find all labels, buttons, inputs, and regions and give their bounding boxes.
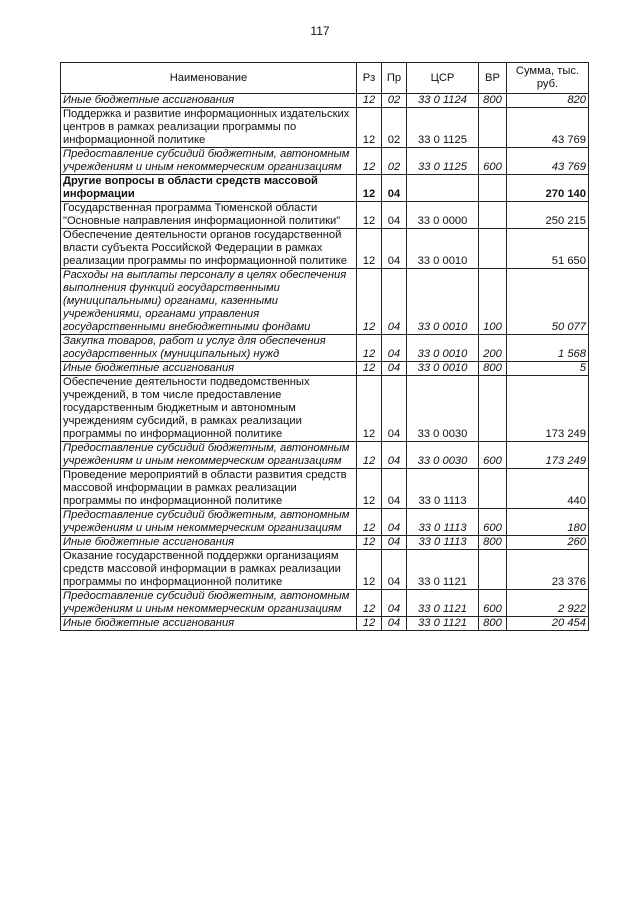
cell-csr: 33 0 1121 — [407, 617, 479, 631]
header-csr: ЦСР — [407, 63, 479, 94]
cell-sum: 250 215 — [507, 202, 589, 229]
cell-rz: 12 — [357, 148, 382, 175]
cell-vr: 800 — [479, 94, 507, 108]
table-row — [61, 202, 589, 229]
table-row — [61, 376, 589, 442]
cell-csr: 33 0 0010 — [407, 362, 479, 376]
cell-sum: 5 — [507, 362, 589, 376]
cell-pr: 04 — [382, 202, 407, 229]
cell-pr: 04 — [382, 175, 407, 202]
cell-rz: 12 — [357, 376, 382, 442]
cell-vr: 200 — [479, 335, 507, 362]
cell-vr: 800 — [479, 536, 507, 550]
cell-name: Предоставление субсидий бюджетным, автономным учреждениям и иным некоммерческим организациям — [61, 590, 357, 617]
table-row — [61, 442, 589, 469]
cell-rz: 12 — [357, 442, 382, 469]
header-name: Наименование — [61, 63, 357, 94]
cell-sum: 270 140 — [507, 175, 589, 202]
cell-rz: 12 — [357, 335, 382, 362]
cell-name: Проведение мероприятий в области развития средств массовой информации в рамках реализации программы по информационной политике — [61, 469, 357, 509]
cell-sum: 260 — [507, 536, 589, 550]
cell-csr: 33 0 1125 — [407, 148, 479, 175]
table-row — [61, 469, 589, 509]
cell-vr: 600 — [479, 590, 507, 617]
cell-sum: 20 454 — [507, 617, 589, 631]
cell-csr: 33 0 1121 — [407, 590, 479, 617]
table-row — [61, 536, 589, 550]
cell-vr: 800 — [479, 617, 507, 631]
cell-vr: 600 — [479, 442, 507, 469]
cell-sum: 180 — [507, 509, 589, 536]
cell-pr: 04 — [382, 376, 407, 442]
cell-rz: 12 — [357, 469, 382, 509]
cell-csr — [407, 175, 479, 202]
cell-rz: 12 — [357, 202, 382, 229]
header-pr: Пр — [382, 63, 407, 94]
cell-csr: 33 0 1121 — [407, 550, 479, 590]
cell-vr — [479, 469, 507, 509]
cell-sum: 440 — [507, 469, 589, 509]
cell-name: Иные бюджетные ассигнования — [61, 617, 357, 631]
table-row — [61, 269, 589, 335]
cell-rz: 12 — [357, 229, 382, 269]
cell-pr: 04 — [382, 269, 407, 335]
cell-rz: 12 — [357, 269, 382, 335]
cell-sum: 50 077 — [507, 269, 589, 335]
cell-pr: 04 — [382, 590, 407, 617]
cell-sum: 173 249 — [507, 376, 589, 442]
cell-name: Расходы на выплаты персоналу в целях обеспечения выполнения функций государственными (муниципальными) органами, казенными учреждениями, органами управления государственными внебюджетными фондами — [61, 269, 357, 335]
cell-sum: 820 — [507, 94, 589, 108]
cell-csr: 33 0 1113 — [407, 536, 479, 550]
cell-rz: 12 — [357, 108, 382, 148]
cell-vr: 800 — [479, 362, 507, 376]
cell-rz: 12 — [357, 550, 382, 590]
table-row — [61, 550, 589, 590]
table-row — [61, 335, 589, 362]
table-body — [61, 94, 589, 631]
cell-vr — [479, 376, 507, 442]
table-row — [61, 94, 589, 108]
cell-csr: 33 0 0030 — [407, 442, 479, 469]
table-row — [61, 617, 589, 631]
cell-vr — [479, 550, 507, 590]
cell-pr: 02 — [382, 148, 407, 175]
cell-pr: 04 — [382, 617, 407, 631]
header-vr: ВР — [479, 63, 507, 94]
cell-name: Обеспечение деятельности подведомственных учреждений, в том числе предоставление государственным бюджетным и автономным учреждениям субсидий, в рамках реализации программы по информационной политике — [61, 376, 357, 442]
cell-sum: 173 249 — [507, 442, 589, 469]
cell-pr: 04 — [382, 229, 407, 269]
cell-csr: 33 0 0010 — [407, 335, 479, 362]
budget-table — [60, 62, 589, 631]
cell-name: Закупка товаров, работ и услуг для обеспечения государственных (муниципальных) нужд — [61, 335, 357, 362]
cell-pr: 02 — [382, 94, 407, 108]
cell-pr: 04 — [382, 442, 407, 469]
cell-vr — [479, 202, 507, 229]
cell-sum: 23 376 — [507, 550, 589, 590]
cell-name: Государственная программа Тюменской области "Основные направления информационной политики" — [61, 202, 357, 229]
cell-rz: 12 — [357, 536, 382, 550]
cell-csr: 33 0 0010 — [407, 229, 479, 269]
cell-rz: 12 — [357, 590, 382, 617]
cell-csr: 33 0 0010 — [407, 269, 479, 335]
cell-rz: 12 — [357, 175, 382, 202]
cell-csr: 33 0 1124 — [407, 94, 479, 108]
cell-pr: 04 — [382, 536, 407, 550]
header-rz: Рз — [357, 63, 382, 94]
cell-pr: 04 — [382, 550, 407, 590]
table-row — [61, 590, 589, 617]
cell-vr — [479, 108, 507, 148]
cell-rz: 12 — [357, 509, 382, 536]
cell-sum: 43 769 — [507, 148, 589, 175]
table-row — [61, 509, 589, 536]
table-row — [61, 175, 589, 202]
table-row — [61, 229, 589, 269]
cell-csr: 33 0 0030 — [407, 376, 479, 442]
cell-vr: 600 — [479, 148, 507, 175]
table-row — [61, 108, 589, 148]
cell-sum: 43 769 — [507, 108, 589, 148]
cell-name: Иные бюджетные ассигнования — [61, 94, 357, 108]
cell-csr: 33 0 1125 — [407, 108, 479, 148]
cell-pr: 04 — [382, 509, 407, 536]
cell-csr: 33 0 1113 — [407, 469, 479, 509]
table-header-row — [61, 63, 589, 94]
page-number: 117 — [310, 24, 330, 38]
header-sum: Сумма, тыс. руб. — [507, 63, 589, 94]
cell-name: Предоставление субсидий бюджетным, автономным учреждениям и иным некоммерческим организациям — [61, 442, 357, 469]
table-row — [61, 148, 589, 175]
cell-rz: 12 — [357, 362, 382, 376]
table-row — [61, 362, 589, 376]
cell-pr: 02 — [382, 108, 407, 148]
cell-rz: 12 — [357, 617, 382, 631]
cell-name: Иные бюджетные ассигнования — [61, 362, 357, 376]
cell-pr: 04 — [382, 335, 407, 362]
cell-pr: 04 — [382, 469, 407, 509]
cell-name: Оказание государственной поддержки организациям средств массовой информации в рамках реализации программы по информационной политике — [61, 550, 357, 590]
cell-rz: 12 — [357, 94, 382, 108]
cell-pr: 04 — [382, 362, 407, 376]
cell-name: Предоставление субсидий бюджетным, автономным учреждениям и иным некоммерческим организациям — [61, 148, 357, 175]
cell-name: Предоставление субсидий бюджетным, автономным учреждениям и иным некоммерческим организациям — [61, 509, 357, 536]
cell-vr — [479, 175, 507, 202]
cell-sum: 1 568 — [507, 335, 589, 362]
cell-sum: 2 922 — [507, 590, 589, 617]
cell-vr: 600 — [479, 509, 507, 536]
cell-vr — [479, 229, 507, 269]
cell-csr: 33 0 0000 — [407, 202, 479, 229]
cell-name: Поддержка и развитие информационных издательских центров в рамках реализации программы по информационной политике — [61, 108, 357, 148]
cell-name: Обеспечение деятельности органов государственной власти субъекта Российской Федерации в рамках реализации программы по информационной политике — [61, 229, 357, 269]
cell-name: Иные бюджетные ассигнования — [61, 536, 357, 550]
cell-name: Другие вопросы в области средств массовой информации — [61, 175, 357, 202]
cell-vr: 100 — [479, 269, 507, 335]
cell-sum: 51 650 — [507, 229, 589, 269]
cell-csr: 33 0 1113 — [407, 509, 479, 536]
